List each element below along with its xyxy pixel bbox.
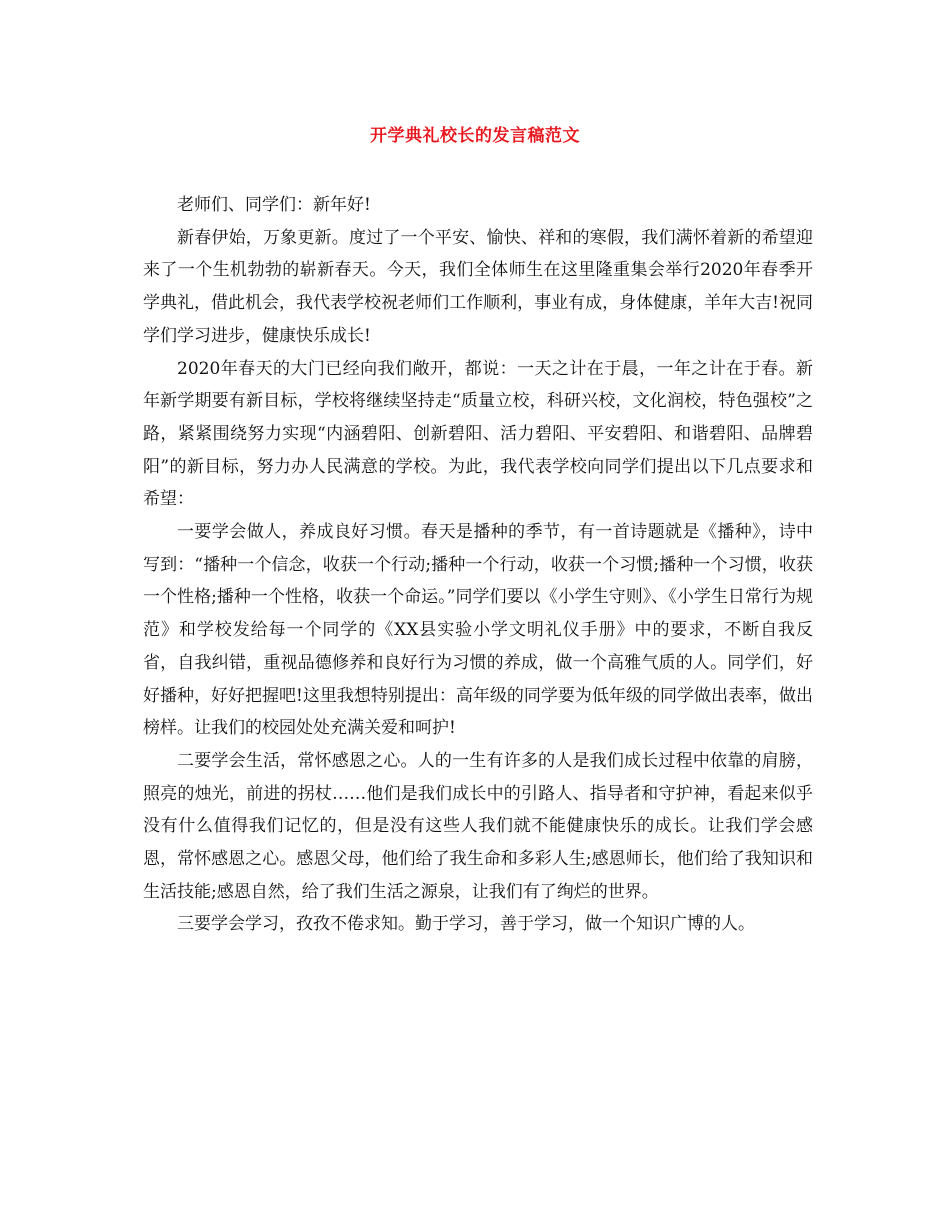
paragraph-new-year: 新春伊始，万象更新。度过了一个平安、愉快、祥和的寒假，我们满怀着新的希望迎来了一个生机勃勃的崭新春天。今天，我们全体师生在这里隆重集会举行2020年春季开学典礼，借此机会，我代表学校祝老师们工作顺利，事业有成，身体健康，羊年大吉!祝同学们学习进步，健康快乐成长! (143, 227, 813, 346)
document-title: 开学典礼校长的发言稿范文 (370, 126, 580, 146)
paragraph-goals: 2020年春天的大门已经向我们敞开，都说：一天之计在于晨，一年之计在于春。新年新学期要有新目标，学校将继续坚持走“质量立校，科研兴校，文化润校，特色强校”之路，紧紧围绕努力实现“内涵碧阳、创新碧阳、活力碧阳、平安碧阳、和谐碧阳、品牌碧阳”的新目标，努力办人民满意的学校。为此，我代表学校向同学们提出以下几点要求和希望： (143, 358, 813, 510)
paragraph-learn-living: 二要学会生活，常怀感恩之心。人的一生有许多的人是我们成长过程中依靠的肩膀，照亮的烛光，前进的拐杖……他们是我们成长中的引路人、指导者和守护神，看起来似乎没有什么值得我们记忆的，但是没有这些人我们就不能健康快乐的成长。让我们学会感恩，常怀感恩之心。感恩父母，他们给了我生命和多彩人生;感恩师长，他们给了我知识和生活技能;感恩自然，给了我们生活之源泉，让我们有了绚烂的世界。 (143, 750, 813, 902)
paragraph-greeting: 老师们、同学们：新年好! (177, 195, 371, 215)
paragraph-learn-study: 三要学会学习，孜孜不倦求知。勤于学习，善于学习，做一个知识广博的人。 (177, 914, 755, 935)
paragraph-learn-conduct: 一要学会做人，养成良好习惯。春天是播种的季节，有一首诗题就是《播种》，诗中写到：“播种一个信念，收获一个行动;播种一个行动，收获一个习惯;播种一个习惯，收获一个性格;播种一个性格，收获一个命运。”同学们要以《小学生守则》、《小学生日常行为规范》和学校发给每一个同学的《XX县实验小学文明礼仪手册》中的要求，不断自我反省，自我纠错，重视品德修养和良好行为习惯的养成，做一个高雅气质的人。同学们，好好播种，好好把握吧!这里我想特别提出：高年级的同学要为低年级的同学做出表率，做出榜样。让我们的校园处处充满关爱和呵护! (143, 522, 813, 739)
document-body (143, 189, 813, 941)
